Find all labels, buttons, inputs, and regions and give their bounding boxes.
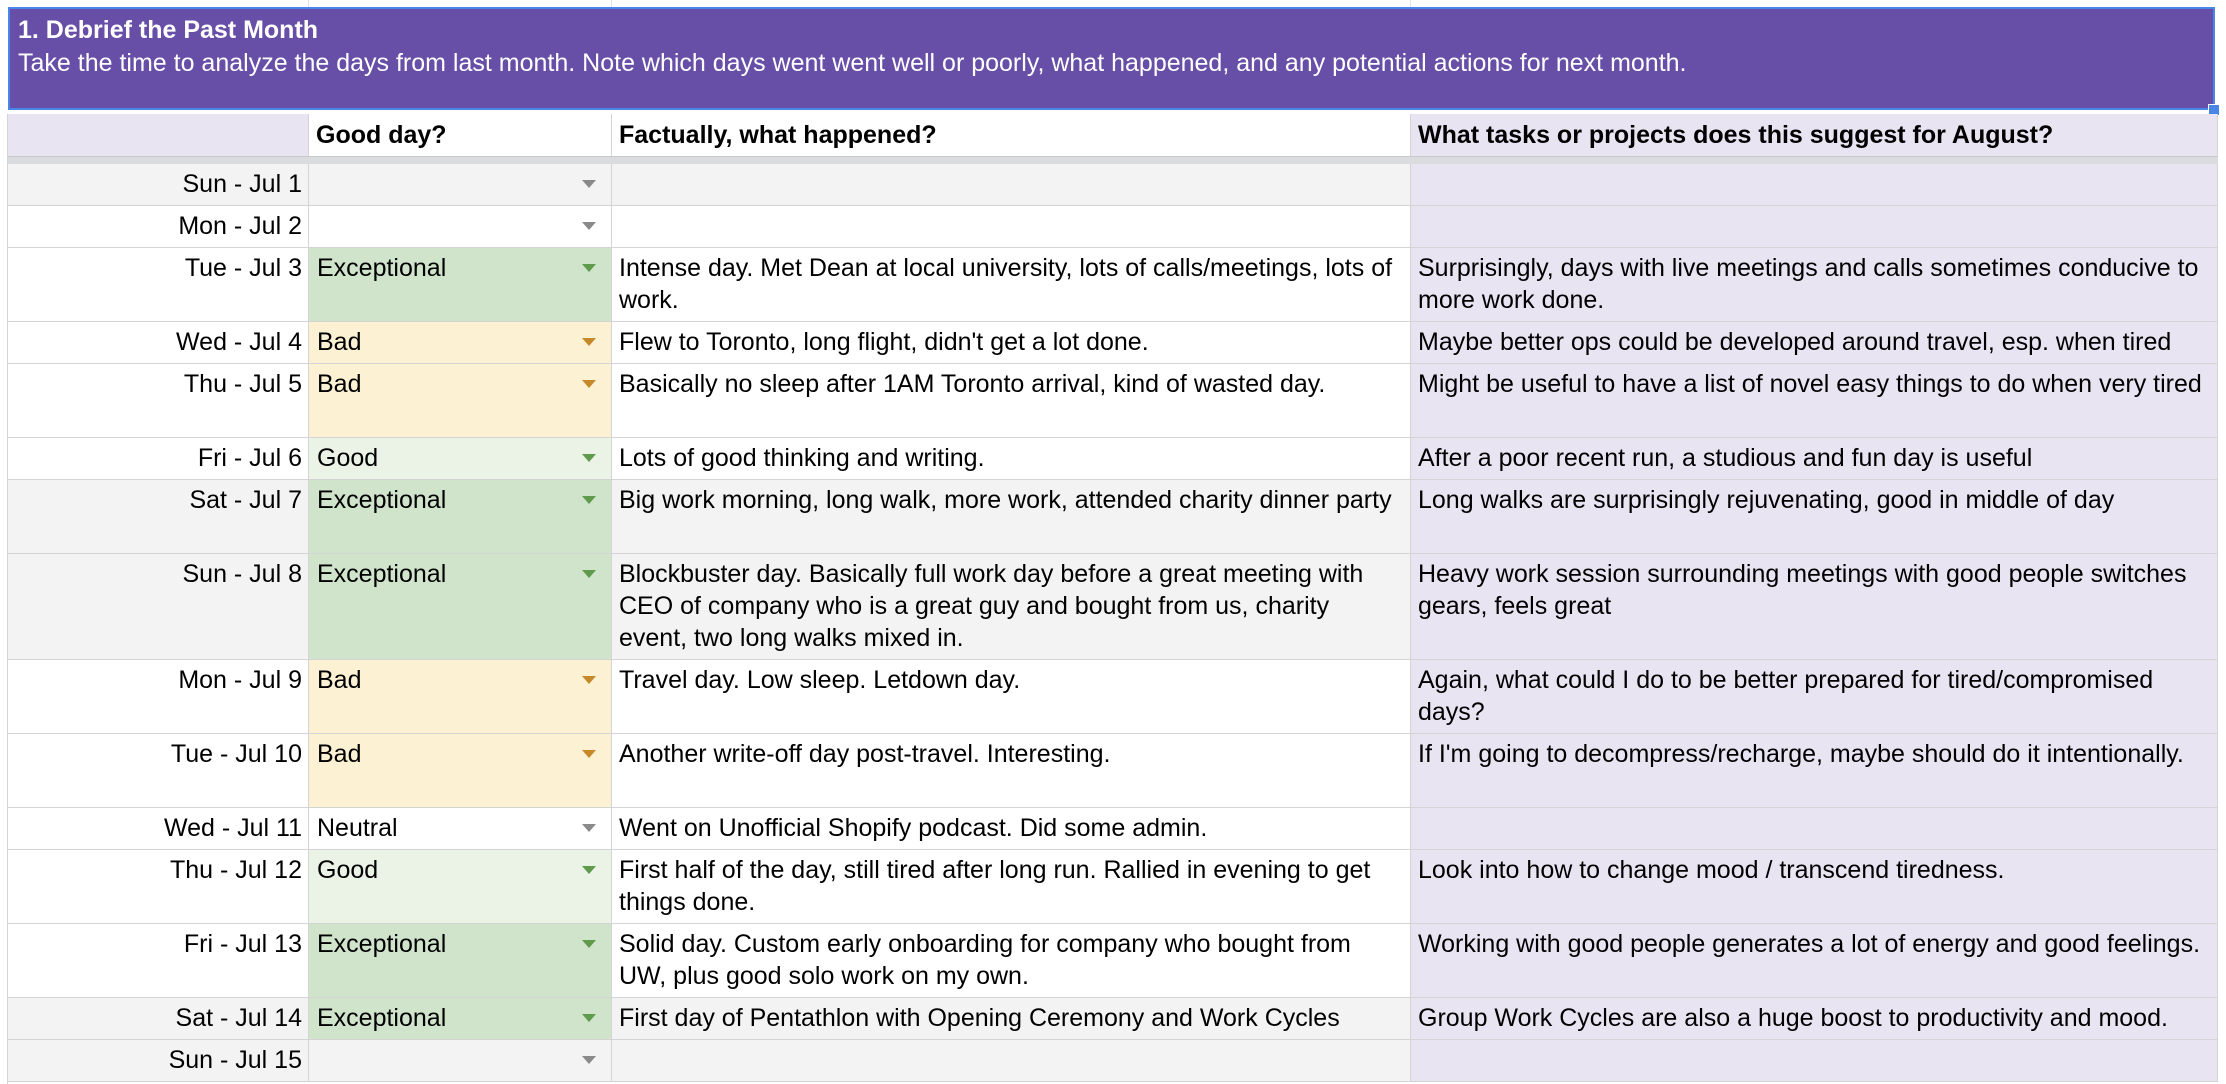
date-cell[interactable]: Sun - Jul 1 — [8, 164, 309, 205]
what-happened-cell[interactable]: Lots of good thinking and writing. — [612, 438, 1411, 479]
suggested-tasks-cell[interactable] — [1411, 1040, 2218, 1081]
dropdown-arrow-icon[interactable] — [582, 750, 596, 758]
header-suggested-tasks[interactable]: What tasks or projects does this suggest for August? — [1411, 114, 2218, 156]
what-happened-cell[interactable]: Big work morning, long walk, more work, attended charity dinner party — [612, 480, 1411, 553]
table-row — [8, 438, 2218, 480]
good-day-dropdown[interactable] — [309, 248, 612, 321]
good-day-value: Neutral — [317, 814, 398, 842]
date-cell[interactable]: Sun - Jul 15 — [8, 1040, 309, 1081]
what-happened-cell[interactable]: First day of Pentathlon with Opening Ceremony and Work Cycles — [612, 998, 1411, 1039]
dropdown-arrow-icon[interactable] — [582, 570, 596, 578]
table-row — [8, 248, 2218, 322]
good-day-value: Exceptional — [317, 486, 447, 514]
dropdown-arrow-icon[interactable] — [582, 824, 596, 832]
good-day-dropdown[interactable] — [309, 364, 612, 437]
good-day-value: Bad — [317, 370, 362, 398]
good-day-dropdown[interactable] — [309, 206, 612, 247]
good-day-value: Good — [317, 856, 379, 884]
suggested-tasks-cell[interactable]: Heavy work session surrounding meetings with good people switches gears, feels great — [1411, 554, 2218, 659]
dropdown-arrow-icon[interactable] — [582, 264, 596, 272]
good-day-dropdown[interactable] — [309, 660, 612, 733]
what-happened-cell[interactable]: Went on Unofficial Shopify podcast. Did some admin. — [612, 808, 1411, 849]
what-happened-cell[interactable] — [612, 1040, 1411, 1081]
banner-title: 1. Debrief the Past Month — [18, 16, 319, 44]
suggested-tasks-cell[interactable]: Look into how to change mood / transcend tiredness. — [1411, 850, 2218, 923]
table-row — [8, 924, 2218, 998]
good-day-dropdown[interactable] — [309, 850, 612, 923]
good-day-value: Good — [317, 444, 379, 472]
table-row — [8, 734, 2218, 808]
table-row — [8, 364, 2218, 438]
date-cell[interactable]: Mon - Jul 2 — [8, 206, 309, 247]
table-row — [8, 480, 2218, 554]
what-happened-cell[interactable] — [612, 164, 1411, 205]
what-happened-cell[interactable]: Basically no sleep after 1AM Toronto arrival, kind of wasted day. — [612, 364, 1411, 437]
table-row — [8, 660, 2218, 734]
date-cell[interactable]: Fri - Jul 13 — [8, 924, 309, 997]
date-cell[interactable]: Thu - Jul 12 — [8, 850, 309, 923]
what-happened-cell[interactable]: Flew to Toronto, long flight, didn't get a lot done. — [612, 322, 1411, 363]
dropdown-arrow-icon[interactable] — [582, 1056, 596, 1064]
good-day-dropdown[interactable] — [309, 1040, 612, 1081]
table-row — [8, 1040, 2218, 1082]
date-cell[interactable]: Fri - Jul 6 — [8, 438, 309, 479]
what-happened-cell[interactable]: Intense day. Met Dean at local university, lots of calls/meetings, lots of work. — [612, 248, 1411, 321]
good-day-dropdown[interactable] — [309, 554, 612, 659]
what-happened-cell[interactable]: Another write-off day post-travel. Interesting. — [612, 734, 1411, 807]
good-day-value: Exceptional — [317, 1004, 447, 1032]
good-day-dropdown[interactable] — [309, 164, 612, 205]
what-happened-cell[interactable]: Solid day. Custom early onboarding for company who bought from UW, plus good solo work on my own. — [612, 924, 1411, 997]
day-rows — [8, 164, 2218, 1082]
header-good-day[interactable]: Good day? — [309, 114, 612, 156]
suggested-tasks-cell[interactable] — [1411, 164, 2218, 205]
suggested-tasks-cell[interactable]: After a poor recent run, a studious and fun day is useful — [1411, 438, 2218, 479]
date-cell[interactable]: Sun - Jul 8 — [8, 554, 309, 659]
good-day-value: Exceptional — [317, 560, 447, 588]
suggested-tasks-cell[interactable]: Working with good people generates a lot of energy and good feelings. — [1411, 924, 2218, 997]
dropdown-arrow-icon[interactable] — [582, 676, 596, 684]
dropdown-arrow-icon[interactable] — [582, 866, 596, 874]
dropdown-arrow-icon[interactable] — [582, 940, 596, 948]
table-row — [8, 164, 2218, 206]
what-happened-cell[interactable]: Blockbuster day. Basically full work day before a great meeting with CEO of company who is a great guy and bought from us, charity event, two long walks mixed in. — [612, 554, 1411, 659]
good-day-dropdown[interactable] — [309, 808, 612, 849]
good-day-value: Bad — [317, 740, 362, 768]
column-header-row — [8, 114, 2218, 157]
table-row — [8, 322, 2218, 364]
what-happened-cell[interactable]: Travel day. Low sleep. Letdown day. — [612, 660, 1411, 733]
good-day-dropdown[interactable] — [309, 924, 612, 997]
date-cell[interactable]: Tue - Jul 3 — [8, 248, 309, 321]
frozen-rows-divider[interactable] — [8, 157, 2218, 164]
good-day-value: Bad — [317, 328, 362, 356]
suggested-tasks-cell[interactable]: If I'm going to decompress/recharge, maybe should do it intentionally. — [1411, 734, 2218, 807]
dropdown-arrow-icon[interactable] — [582, 454, 596, 462]
suggested-tasks-cell[interactable]: Again, what could I do to be better prepared for tired/compromised days? — [1411, 660, 2218, 733]
dropdown-arrow-icon[interactable] — [582, 1014, 596, 1022]
good-day-value: Exceptional — [317, 930, 447, 958]
table-row — [8, 206, 2218, 248]
good-day-dropdown[interactable] — [309, 438, 612, 479]
good-day-dropdown[interactable] — [309, 322, 612, 363]
date-cell[interactable]: Sat - Jul 14 — [8, 998, 309, 1039]
table-row — [8, 998, 2218, 1040]
suggested-tasks-cell[interactable] — [1411, 206, 2218, 247]
table-row — [8, 850, 2218, 924]
suggested-tasks-cell[interactable]: Group Work Cycles are also a huge boost to productivity and mood. — [1411, 998, 2218, 1039]
row-header-gutter — [0, 114, 8, 1084]
good-day-value: Exceptional — [317, 254, 447, 282]
what-happened-cell[interactable]: First half of the day, still tired after long run. Rallied in evening to get things done. — [612, 850, 1411, 923]
section-banner[interactable] — [8, 7, 2215, 110]
suggested-tasks-cell[interactable]: Maybe better ops could be developed around travel, esp. when tired — [1411, 322, 2218, 363]
good-day-dropdown[interactable] — [309, 734, 612, 807]
header-date[interactable] — [8, 114, 309, 156]
header-what-happened[interactable]: Factually, what happened? — [612, 114, 1411, 156]
suggested-tasks-cell[interactable]: Surprisingly, days with live meetings and calls sometimes conducive to more work done. — [1411, 248, 2218, 321]
good-day-dropdown[interactable] — [309, 998, 612, 1039]
table-row — [8, 554, 2218, 660]
banner-description: Take the time to analyze the days from last month. Note which days went went well or poorly, what happened, and any potential actions for next month. — [18, 49, 1687, 77]
date-cell[interactable]: Tue - Jul 10 — [8, 734, 309, 807]
suggested-tasks-cell[interactable] — [1411, 808, 2218, 849]
what-happened-cell[interactable] — [612, 206, 1411, 247]
table-row — [8, 808, 2218, 850]
date-cell[interactable]: Wed - Jul 11 — [8, 808, 309, 849]
good-day-dropdown[interactable] — [309, 480, 612, 553]
date-cell[interactable]: Wed - Jul 4 — [8, 322, 309, 363]
dropdown-arrow-icon[interactable] — [582, 496, 596, 504]
date-cell[interactable]: Sat - Jul 7 — [8, 480, 309, 553]
date-cell[interactable]: Mon - Jul 9 — [8, 660, 309, 733]
good-day-value: Bad — [317, 666, 362, 694]
dropdown-arrow-icon[interactable] — [582, 222, 596, 230]
dropdown-arrow-icon[interactable] — [582, 180, 596, 188]
dropdown-arrow-icon[interactable] — [582, 380, 596, 388]
suggested-tasks-cell[interactable]: Might be useful to have a list of novel easy things to do when very tired — [1411, 364, 2218, 437]
dropdown-arrow-icon[interactable] — [582, 338, 596, 346]
date-cell[interactable]: Thu - Jul 5 — [8, 364, 309, 437]
suggested-tasks-cell[interactable]: Long walks are surprisingly rejuvenating, good in middle of day — [1411, 480, 2218, 553]
grid-top-strip — [0, 0, 2226, 7]
